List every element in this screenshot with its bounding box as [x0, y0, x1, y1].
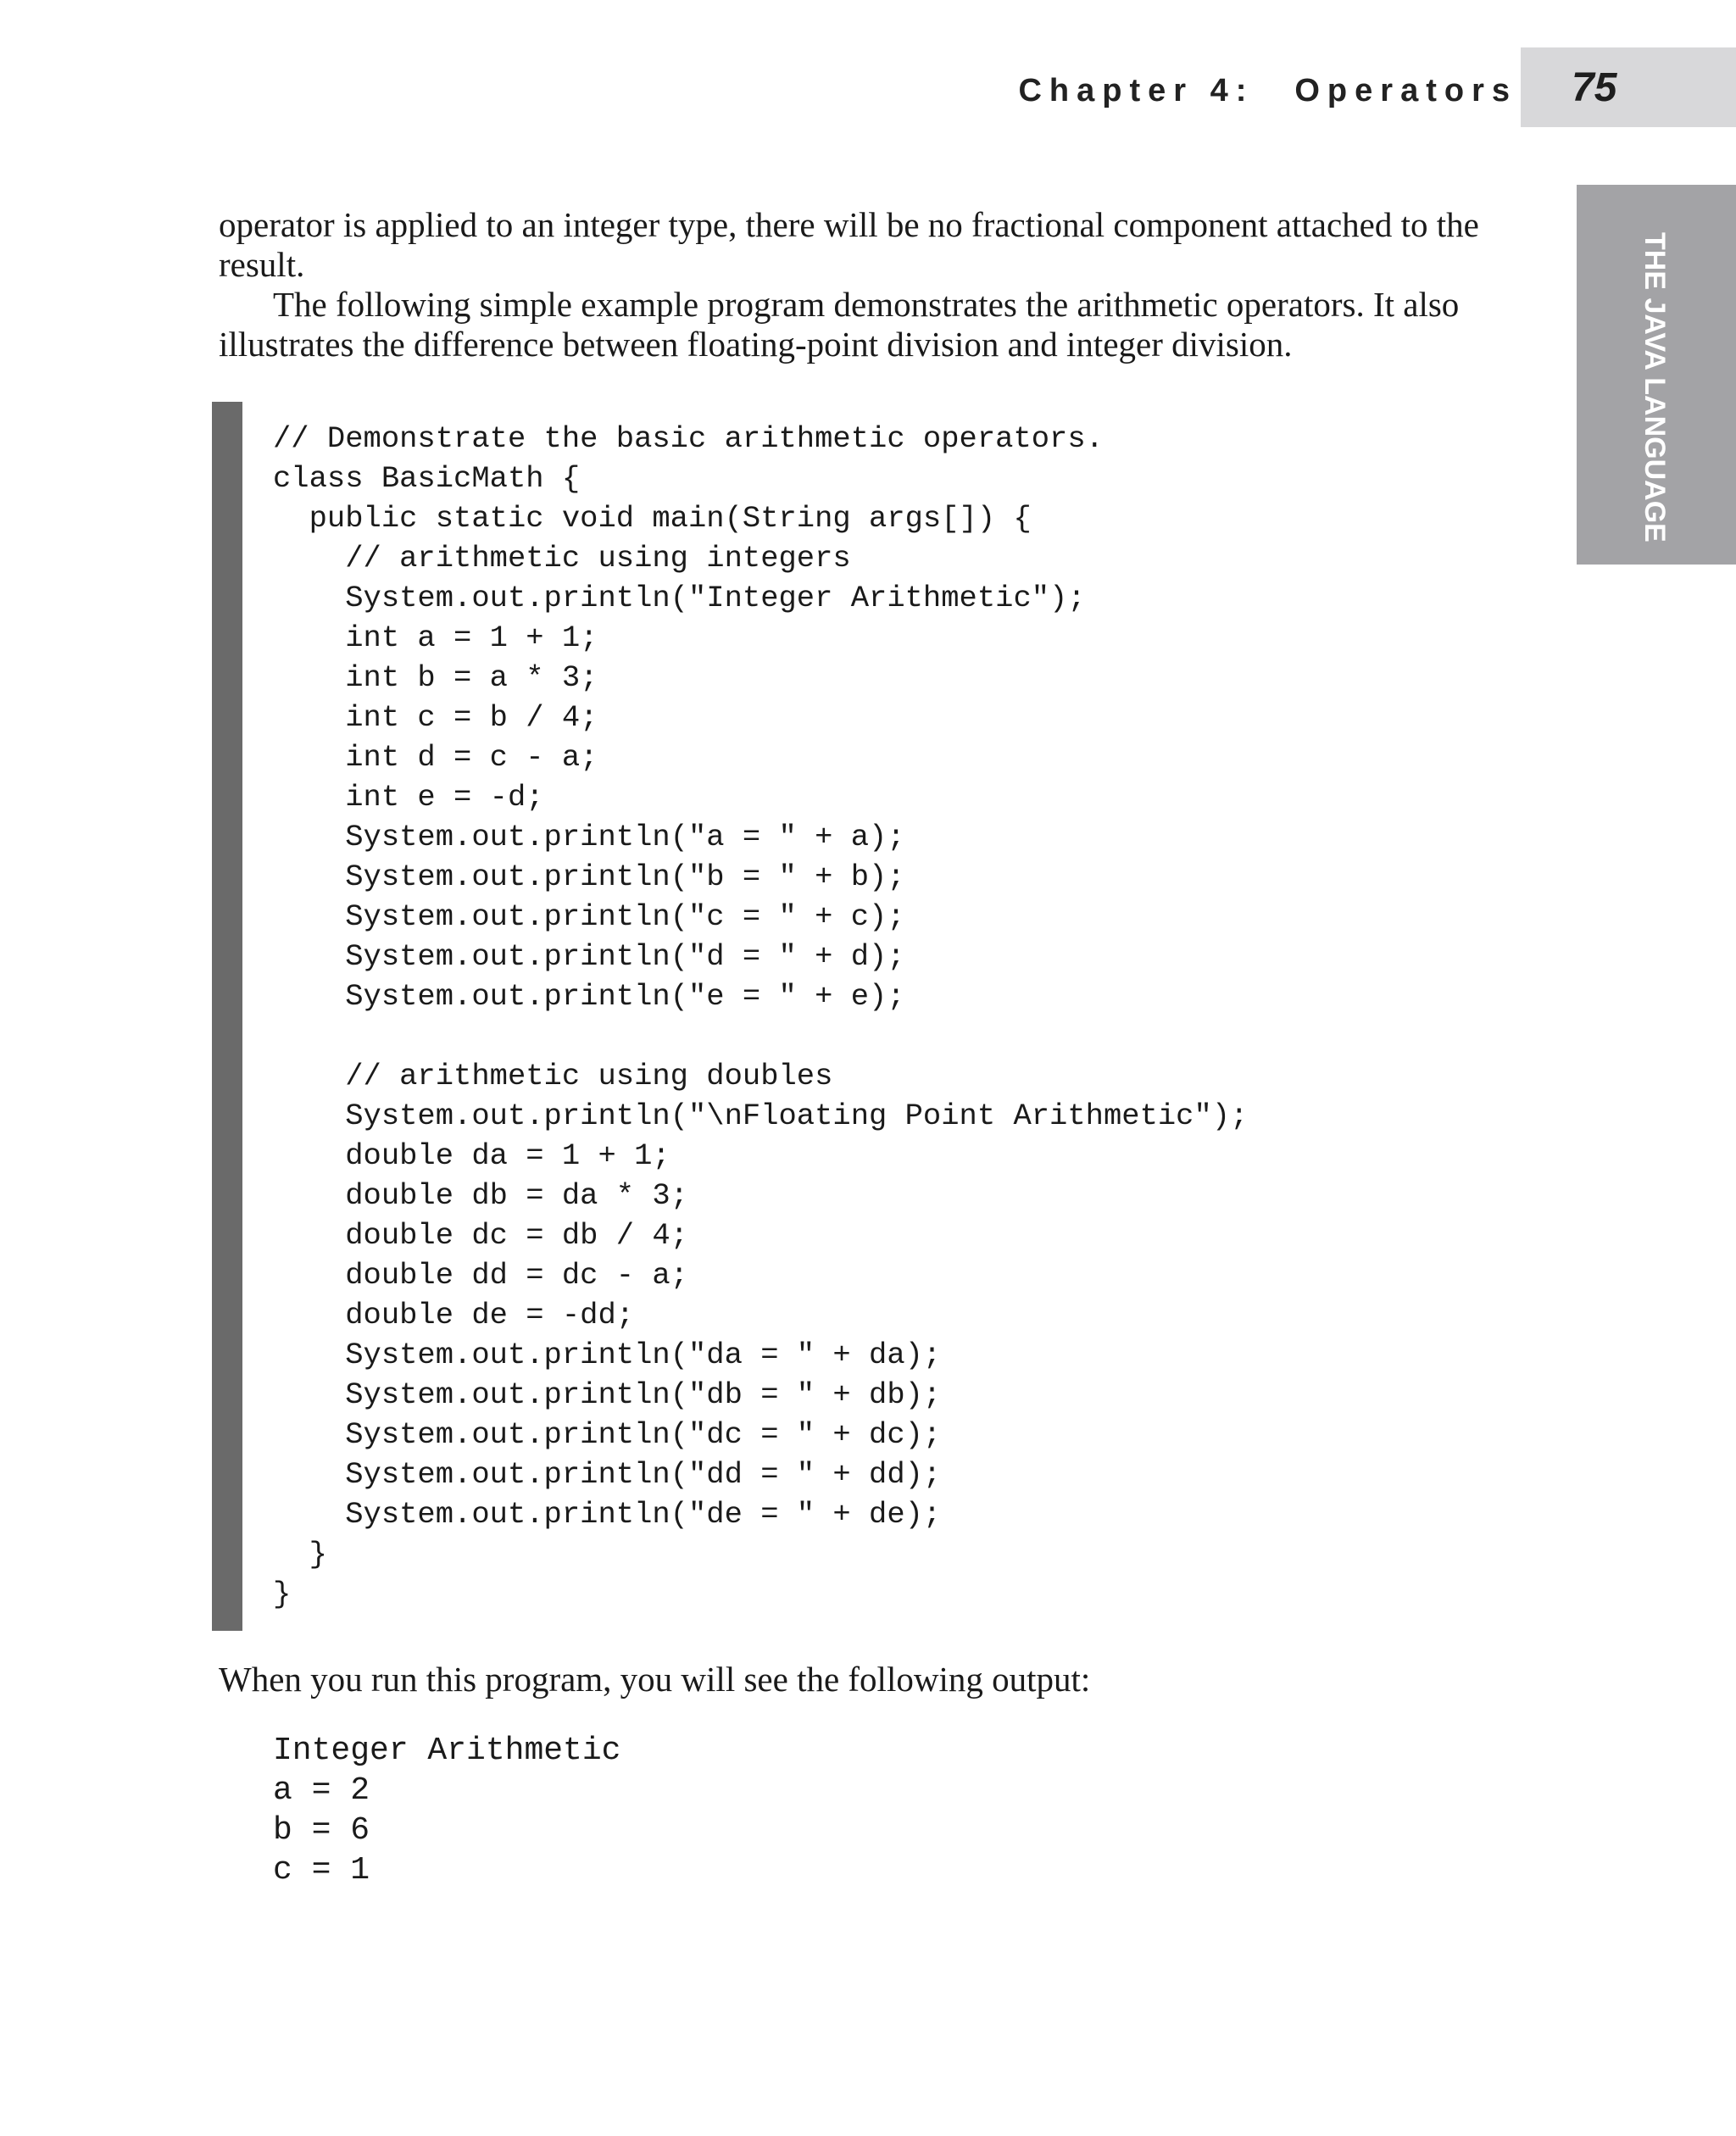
code-line: // Demonstrate the basic arithmetic operators. [273, 421, 1104, 456]
code-line: System.out.println("b = " + b); [273, 859, 905, 894]
code-line: int e = -d; [273, 780, 544, 815]
code-listing [273, 419, 1248, 1614]
code-line: System.out.println("e = " + e); [273, 979, 905, 1014]
code-line: int b = a * 3; [273, 660, 598, 695]
code-line: System.out.println("d = " + d); [273, 939, 905, 974]
running-header [932, 73, 1517, 109]
code-line: System.out.println("da = " + da); [273, 1338, 942, 1372]
output-line: c = 1 [273, 1852, 370, 1888]
code-line: System.out.println("a = " + a); [273, 820, 905, 854]
code-line: System.out.println("c = " + c); [273, 899, 905, 934]
code-line: double dd = dc - a; [273, 1258, 688, 1293]
code-line: } [273, 1537, 327, 1571]
code-line: System.out.println("dc = " + dc); [273, 1417, 942, 1452]
code-line: System.out.println("Integer Arithmetic"); [273, 581, 1086, 615]
paragraph-continuation: operator is applied to an integer type, there will be no fractional component attached to the result. [219, 205, 1479, 284]
code-line: // arithmetic using integers [273, 541, 851, 576]
code-line: int a = 1 + 1; [273, 620, 598, 655]
code-line: double da = 1 + 1; [273, 1138, 670, 1173]
output-line: a = 2 [273, 1772, 370, 1809]
code-listing-bar [212, 402, 242, 1631]
code-line: double de = -dd; [273, 1298, 635, 1332]
chapter-title: Operators [1294, 73, 1517, 108]
code-line: int d = c - a; [273, 740, 598, 775]
code-line: } [273, 1577, 292, 1611]
paragraph-output-intro: When you run this program, you will see the following output: [219, 1660, 1091, 1699]
code-line: double dc = db / 4; [273, 1218, 688, 1253]
code-line-blank [273, 1016, 1248, 1056]
code-line: public static void main(String args[]) { [273, 501, 1032, 536]
code-line: // arithmetic using doubles [273, 1059, 833, 1093]
output-line: Integer Arithmetic [273, 1733, 621, 1769]
page-number-box [1521, 47, 1736, 127]
code-line: class BasicMath { [273, 461, 581, 496]
code-line: int c = b / 4; [273, 700, 598, 735]
chapter-label: Chapter 4: [1018, 73, 1255, 108]
page-number: 75 [1572, 65, 1617, 110]
code-line: System.out.println("dd = " + dd); [273, 1457, 942, 1492]
section-tab-label: THE JAVA LANGUAGE [1639, 232, 1671, 542]
code-line: System.out.println("\nFloating Point Arithmetic"); [273, 1099, 1249, 1133]
paragraph-intro-example: The following simple example program demonstrates the arithmetic operators. It also illustrates the difference between floating-point division and integer division. [219, 285, 1460, 364]
section-thumb-tab [1577, 185, 1736, 565]
code-line: double db = da * 3; [273, 1178, 688, 1213]
code-line: System.out.println("de = " + de); [273, 1497, 942, 1532]
code-line: System.out.println("db = " + db); [273, 1377, 942, 1412]
output-line: b = 6 [273, 1812, 370, 1849]
program-output [273, 1731, 620, 1890]
